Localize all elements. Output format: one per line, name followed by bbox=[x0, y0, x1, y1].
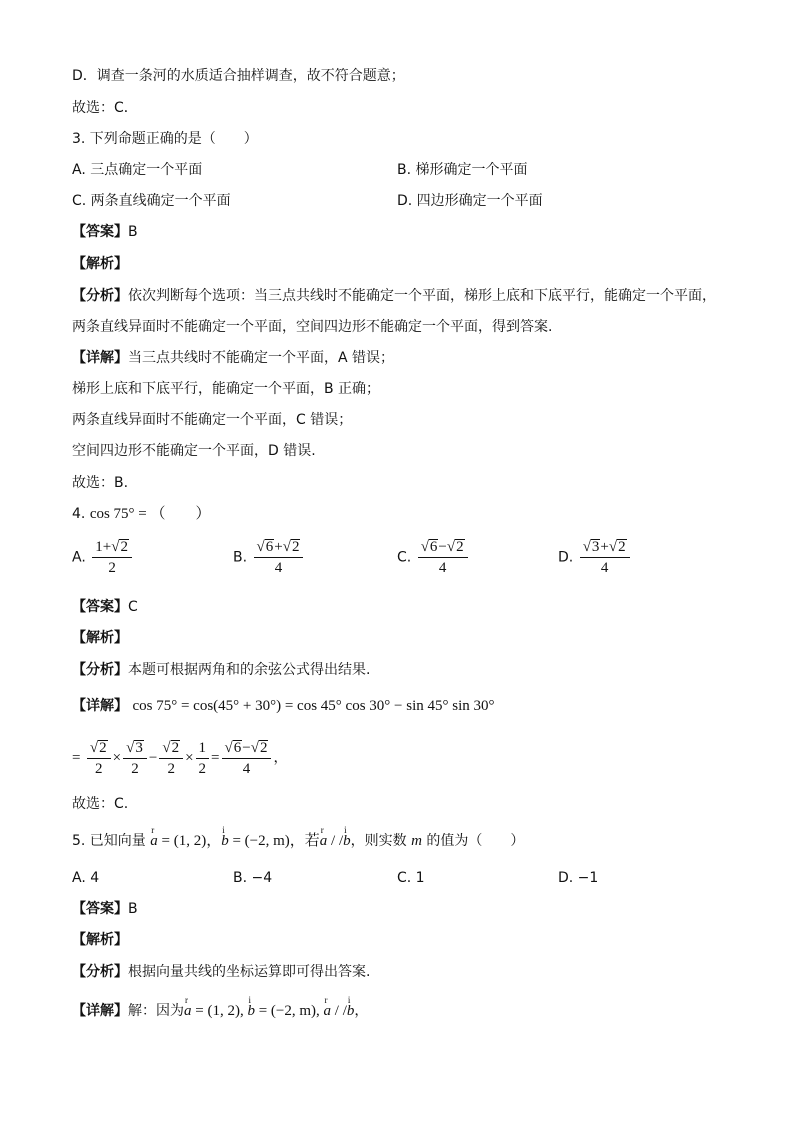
option-c: C. 两条直线确定一个平面 bbox=[72, 193, 231, 209]
answer-value: B bbox=[128, 224, 138, 240]
fraction: $\frac{√3+√2}{4}$ bbox=[580, 538, 630, 577]
option-b: B. 梯形确定一个平面 bbox=[397, 162, 528, 178]
fraction: $\frac{1+√2}{2}$ bbox=[92, 538, 132, 577]
fraction: $\frac{√6-√2}{4}$ bbox=[418, 538, 468, 577]
analysis-text: 根据向量共线的坐标运算即可得出答案. bbox=[128, 964, 371, 980]
option-label: C. bbox=[397, 549, 412, 566]
analysis-heading: 【解析】 bbox=[72, 932, 128, 948]
vector-a: r a bbox=[324, 1001, 332, 1021]
detail-line bbox=[72, 348, 394, 368]
analysis-line bbox=[72, 962, 370, 982]
detail-text: 梯形上底和下底平行，能确定一个平面，B 正确； bbox=[72, 381, 381, 397]
fraction: $\frac{√2}{2}$ bbox=[159, 739, 183, 778]
option-d: D. 四边形确定一个平面 bbox=[397, 193, 543, 209]
text-line: 故选：C． bbox=[72, 100, 138, 116]
answer-line bbox=[72, 899, 138, 919]
q4-option-d bbox=[558, 538, 632, 577]
math-expression: cos 75° = cos(45° + 30°) = cos 45° cos 30° − sin 45° sin 30° bbox=[132, 698, 495, 714]
q4-option-b bbox=[233, 538, 305, 577]
variable-m: m bbox=[411, 833, 422, 849]
question-4 bbox=[72, 504, 211, 524]
answer-tag: 【答案】 bbox=[72, 599, 128, 615]
fraction: $\frac{√6+√2}{4}$ bbox=[254, 538, 304, 577]
vector-a: r a bbox=[150, 831, 158, 851]
option-a: A. 三点确定一个平面 bbox=[72, 162, 203, 178]
text-line: D．调查一条河的水质适合抽样调查，故不符合题意； bbox=[72, 68, 405, 84]
fraction: $\frac{1}{2}$ bbox=[196, 739, 210, 778]
detail-text: 两条直线异面时不能确定一个平面，C 错误； bbox=[72, 412, 353, 428]
answer-line bbox=[72, 222, 138, 242]
option-label: A. bbox=[72, 549, 86, 566]
detail-line: 【详解】解：因为r a = (1, 2), i b = (−2, m), r a / /i b， bbox=[72, 1001, 368, 1021]
option-label: B. bbox=[233, 549, 248, 566]
analysis-line bbox=[72, 286, 716, 306]
question-3: 3. 下列命题正确的是（ ） bbox=[72, 131, 258, 147]
answer-line bbox=[72, 597, 138, 617]
detail-tag: 【详解】 bbox=[72, 350, 128, 366]
analysis-tag: 【分析】 bbox=[72, 288, 128, 304]
detail-tag: 【详解】 bbox=[72, 698, 128, 714]
detail-text: 解：因为 bbox=[128, 1003, 184, 1019]
analysis-tag: 【分析】 bbox=[72, 964, 128, 980]
q4-option-c bbox=[397, 538, 470, 577]
analysis-heading: 【解析】 bbox=[72, 256, 128, 272]
question-5: 5. 已知向量 r a = (1, 2)，i b = (−2, m)，若r a / /i b，则实数 m 的值为（ ） bbox=[72, 831, 524, 851]
detail-tag: 【详解】 bbox=[72, 1003, 128, 1019]
select-line: 故选：B. bbox=[72, 475, 129, 491]
analysis-tag: 【分析】 bbox=[72, 662, 128, 678]
detail-text: 空间四边形不能确定一个平面，D 错误. bbox=[72, 443, 316, 459]
analysis-line bbox=[72, 660, 370, 680]
analysis-text: 本题可根据两角和的余弦公式得出结果. bbox=[128, 662, 371, 678]
fraction: $\frac{√6-√2}{4}$ bbox=[222, 739, 272, 778]
answer-tag: 【答案】 bbox=[72, 224, 128, 240]
fraction: $\frac{√3}{2}$ bbox=[123, 739, 147, 778]
analysis-text: 依次判断每个选项：当三点共线时不能确定一个平面，梯形上底和下底平行，能确定一个平面， bbox=[128, 288, 716, 304]
q4-option-a bbox=[72, 538, 134, 577]
q5-option-d: D. −1 bbox=[558, 870, 599, 886]
select-line: 故选：C. bbox=[72, 796, 129, 812]
question-text: 5. 已知向量 bbox=[72, 833, 146, 849]
vector-b: i b bbox=[221, 831, 229, 851]
math-work-line: = $\frac{√2}{2}$ × $\frac{√3}{2}$ − $\frac{√2}{2}$ × $\frac{1}{2}$ = $\frac{√6-√2}{4}$ ， bbox=[72, 739, 288, 777]
answer-tag: 【答案】 bbox=[72, 901, 128, 917]
math-expression: cos 75° = （ ） bbox=[89, 506, 211, 522]
analysis-text: 两条直线异面时不能确定一个平面，空间四边形不能确定一个平面，得到答案. bbox=[72, 319, 553, 335]
answer-value: B bbox=[128, 901, 138, 917]
question-number: 4. bbox=[72, 506, 86, 522]
q5-option-a: A. 4 bbox=[72, 870, 100, 886]
q5-option-c: C. 1 bbox=[397, 870, 425, 886]
vector-b: i b bbox=[247, 1001, 255, 1021]
answer-value: C bbox=[128, 599, 138, 615]
vector-a: r a bbox=[184, 1001, 192, 1021]
vector-b: i b bbox=[343, 831, 351, 851]
analysis-heading: 【解析】 bbox=[72, 630, 128, 646]
q5-option-b: B. −4 bbox=[233, 870, 273, 886]
vector-b: i b bbox=[347, 1001, 355, 1021]
fraction: $\frac{√2}{2}$ bbox=[87, 739, 111, 778]
detail-text: 当三点共线时不能确定一个平面，A 错误； bbox=[128, 350, 395, 366]
detail-line bbox=[72, 696, 495, 716]
vector-a: r a bbox=[320, 831, 328, 851]
option-label: D. bbox=[558, 549, 574, 566]
